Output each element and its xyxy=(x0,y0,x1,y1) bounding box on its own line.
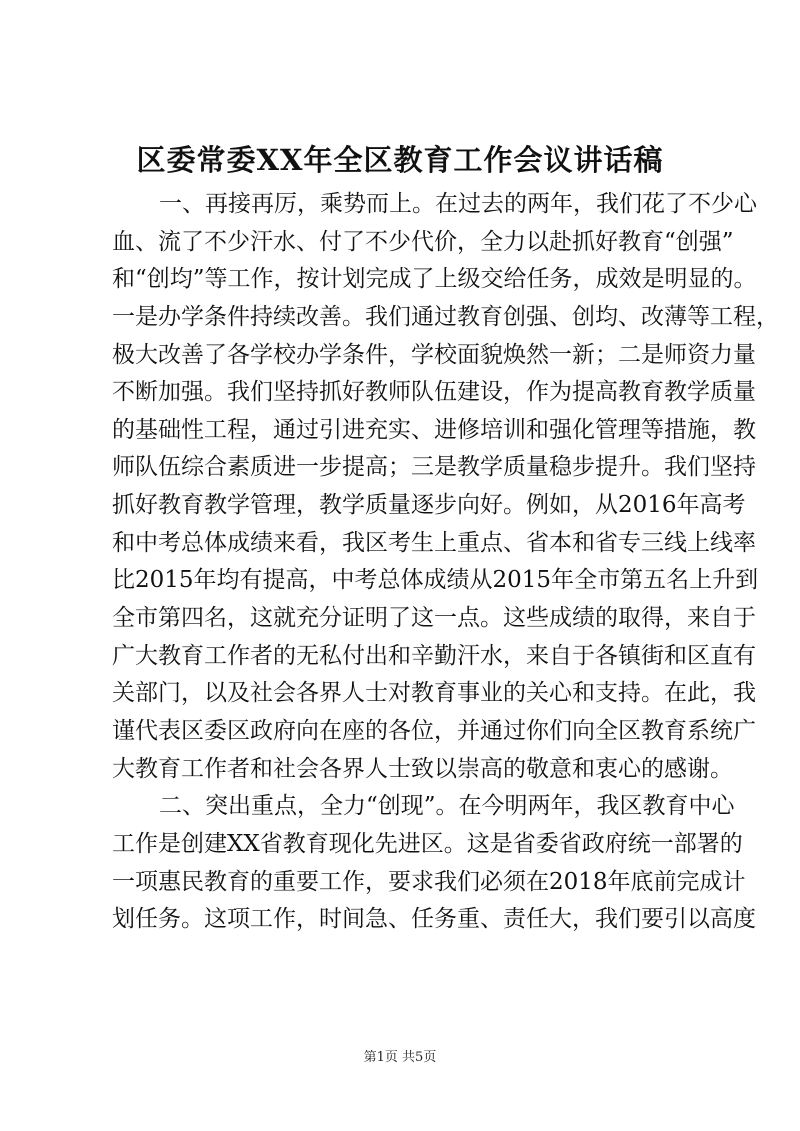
paragraph-line: 二、突出重点，全力“创现”。在今明两年，我区教育中心 xyxy=(159,793,735,820)
paragraph-line: 血、流了不少汗水、付了不少代价，全力以赴抓好教育“创强” xyxy=(112,228,734,255)
paragraph xyxy=(112,788,756,939)
document-body xyxy=(112,186,779,939)
paragraph-line: 一、再接再厉，乘势而上。在过去的两年，我们花了不少心 xyxy=(159,191,757,217)
paragraph-line: 大教育工作者和社会各界人士致以崇高的敬意和衷心的感谢。 xyxy=(112,755,733,782)
paragraph-line: 抓好教育教学管理，教学质量逐步向好。例如，从2016年高考 xyxy=(112,492,746,519)
paragraph-line: 广大教育工作者的无私付出和辛勤汗水，来自于各镇街和区直有 xyxy=(112,642,756,669)
paragraph-line: 一是办学条件持续改善。我们通过教育创强、创均、改薄等工程， xyxy=(112,303,779,330)
page-footer: 第1页 共5页 xyxy=(363,1050,437,1065)
paragraph-line: 比2015年均有提高，中考总体成绩从2015年全市第五名上升到 xyxy=(112,567,759,594)
paragraph-line: 工作是创建XX省教育现化先进区。这是省委省政府统一部署的 xyxy=(112,830,743,857)
paragraph-line: 师队伍综合素质进一步提高；三是教学质量稳步提升。我们坚持 xyxy=(112,454,756,481)
paragraph-line: 的基础性工程，通过引进充实、进修培训和强化管理等措施，教 xyxy=(112,416,756,443)
paragraph-line: 极大改善了各学校办学条件，学校面貌焕然一新；二是师资力量 xyxy=(112,341,756,368)
paragraph-line: 关部门，以及社会各界人士对教育事业的关心和支持。在此，我 xyxy=(112,680,756,707)
paragraph-line: 和中考总体成绩来看，我区考生上重点、省本和省专三线上线率 xyxy=(112,529,756,556)
paragraph xyxy=(112,186,779,788)
paragraph-line: 划任务。这项工作，时间急、任务重、责任大，我们要引以高度 xyxy=(112,906,756,933)
paragraph-line: 全市第四名，这就充分证明了这一点。这些成绩的取得，来自于 xyxy=(112,605,756,632)
paragraph-line: 和“创均”等工作，按计划完成了上级交给任务，成效是明显的。 xyxy=(112,266,757,293)
paragraph-line: 谨代表区委区政府向在座的各位，并通过你们向全区教育系统广 xyxy=(112,717,756,744)
paragraph-line: 不断加强。我们坚持抓好教师队伍建设，作为提高教育教学质量 xyxy=(112,379,756,406)
paragraph-line: 一项惠民教育的重要工作，要求我们必须在2018年底前完成计 xyxy=(112,868,746,895)
document-title: 区委常委XX年全区教育工作会议讲话稿 xyxy=(136,143,664,177)
